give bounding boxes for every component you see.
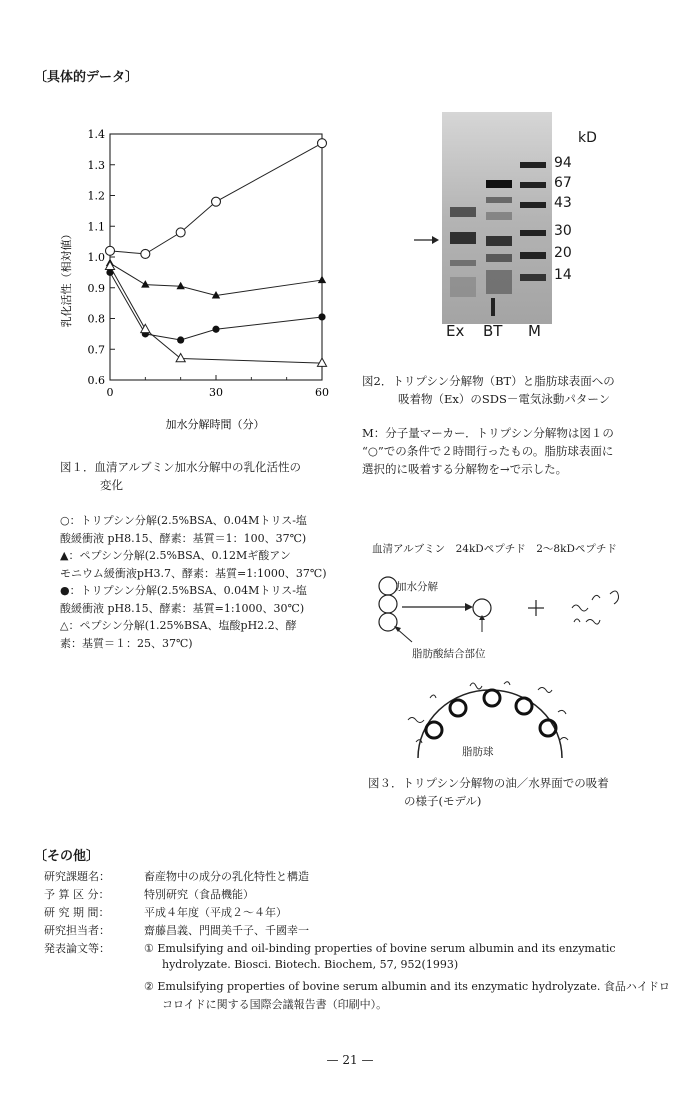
fat-globule-label: 脂肪球: [462, 746, 494, 758]
legend-line: △：ペプシン分解(1.25%BSA、塩酸pH2.2、酵: [60, 619, 297, 632]
figure2-note-line: M：分子量マーカー．トリプシン分解物は図１の: [362, 426, 614, 440]
figure1-caption-line: 図１．血清アルブミン加水分解中の乳化活性の: [60, 460, 302, 474]
info-row: [44, 904, 287, 920]
figure3-caption-line: 図３．トリプシン分解物の油／水界面での吸着: [368, 776, 609, 790]
publication-line: ② Emulsifying properties of bovine serum albumin and its enzymatic hydrolyzate. 食品ハイドロ: [144, 980, 670, 993]
info-key: 研 究 期 間：: [44, 906, 110, 919]
publication-line: コロイドに関する国際会議報告書（印刷中）。: [162, 998, 388, 1011]
data-point-open-circle: [176, 228, 185, 237]
data-point-open-circle: [141, 249, 150, 258]
kd-markers: [554, 155, 594, 290]
figure2-caption-line: 吸着物（Ex）のSDS－電気泳動パターン: [398, 392, 611, 406]
info-value: ① Emulsifying and oil-binding properties of bovine serum albumin and its enzymatic: [144, 942, 616, 955]
figure2-note-line: “○”での条件で２時間行ったもの。脂肪球表面に: [362, 444, 614, 458]
info-value: 齋藤昌義、門間美千子、千國幸一: [144, 924, 309, 937]
y-tick-label: 0.7: [87, 343, 105, 357]
x-tick-label: 0: [106, 386, 114, 399]
lane-label-m: M: [528, 322, 541, 340]
lane-label-ex: Ex: [446, 322, 465, 340]
figure2-caption-line: 図2．トリプシン分解物（BT）と脂肪球表面への: [362, 374, 615, 388]
y-tick-label: 1.3: [87, 158, 105, 172]
data-point-filled-circle: [318, 313, 325, 320]
kd-marker: 20: [554, 245, 572, 261]
legend-line: ○：トリプシン分解(2.5%BSA、0.04Mトリス‐塩: [60, 514, 307, 527]
figure3-hydrolysis-diagram: [360, 560, 660, 670]
series-line: [110, 263, 322, 295]
legend-line: 素：基質＝１：25、37℃): [60, 636, 193, 650]
figure3-caption-line: の様子(モデル): [404, 794, 482, 808]
x-tick-label: 30: [209, 386, 223, 399]
figure3-caption: [368, 774, 609, 810]
kd-marker: 14: [554, 267, 572, 283]
info-key: 研究担当者：: [44, 924, 110, 937]
binding-site-label: 脂肪酸結合部位: [412, 648, 486, 660]
data-point-open-triangle: [176, 353, 185, 361]
y-tick-label: 0.9: [87, 281, 105, 295]
figure3-header: 血清アルブミン 24kDペプチド 2～8kDペプチド: [372, 543, 617, 555]
figure2-caption: [362, 372, 615, 408]
data-point-filled-circle: [212, 326, 219, 333]
gel-photograph: [442, 112, 552, 324]
legend-line: ▲：ペプシン分解(2.5%BSA、0.12Mギ酸アン: [60, 549, 291, 562]
kd-marker: 67: [554, 175, 572, 191]
section-title-other: 〔その他〕: [34, 849, 100, 864]
x-axis-label: 加水分解時間（分）: [165, 418, 265, 431]
section-title-data: 〔具体的データ〕: [34, 70, 139, 85]
legend-line: ●：トリプシン分解(2.5%BSA、0.04Mトリス‐塩: [60, 584, 307, 597]
other-info: [44, 868, 684, 1028]
figure1-legend: [60, 512, 327, 652]
info-row: [44, 886, 254, 902]
page-number: — 21 —: [326, 1053, 374, 1067]
y-axis-label: 乳化活性（相対値）: [60, 228, 73, 328]
legend-line: モニウム緩衝液pH3.7、酵素：基質=1:1000、37℃): [60, 566, 327, 580]
publication-line: hydrolyzate. Biosci. Biotech. Biochem, 57, 952(1993): [162, 958, 459, 971]
x-tick-label: 60: [315, 386, 329, 399]
lane-label-bt: BT: [483, 322, 503, 340]
y-tick-label: 1.1: [87, 220, 105, 234]
hydrolysis-label: 加水分解: [396, 581, 438, 593]
info-value: 特別研究（食品機能）: [144, 888, 254, 901]
y-tick-label: 1.4: [87, 128, 105, 141]
data-point-open-circle: [318, 139, 327, 148]
series-line: [110, 266, 322, 363]
y-tick-label: 1.2: [87, 189, 105, 203]
info-row: [44, 868, 309, 884]
data-point-open-triangle: [317, 358, 326, 366]
y-tick-label: 0.8: [87, 312, 105, 326]
legend-line: 酸緩衝液 pH8.15、酵素：基質＝1：100、37℃): [60, 531, 307, 545]
figure1-caption-line: 変化: [100, 478, 123, 492]
kd-marker: 30: [554, 223, 572, 239]
y-tick-label: 0.6: [87, 374, 105, 387]
info-key: 研究課題名：: [44, 870, 110, 883]
data-point-open-circle: [106, 246, 115, 255]
data-point-filled-triangle: [141, 280, 149, 288]
data-point-filled-triangle: [318, 276, 326, 284]
data-point-filled-triangle: [176, 282, 184, 290]
data-point-open-circle: [212, 197, 221, 206]
figure2-note-line: 選択的に吸着する分解物を→で示した。: [362, 462, 568, 476]
data-point-filled-circle: [177, 336, 184, 343]
figure1-caption: [60, 458, 301, 494]
info-key: 発表論文等：: [44, 942, 110, 955]
info-row: [44, 940, 616, 956]
y-tick-label: 1.0: [87, 251, 105, 264]
kd-marker: 94: [554, 155, 572, 171]
figure2-note: [362, 424, 614, 478]
kd-title: kD: [578, 130, 597, 146]
figure1-chart: [30, 118, 350, 438]
info-value: 平成４年度（平成２～４年）: [144, 906, 287, 919]
legend-line: 酸緩衝液 pH8.15、酵素：基質=1:1000、30℃): [60, 601, 305, 615]
kd-marker: 43: [554, 195, 572, 211]
info-value: 畜産物中の成分の乳化特性と構造: [144, 870, 309, 883]
info-key: 予 算 区 分：: [44, 888, 110, 901]
arrow-right-icon: [412, 234, 440, 246]
info-row: [44, 922, 309, 938]
